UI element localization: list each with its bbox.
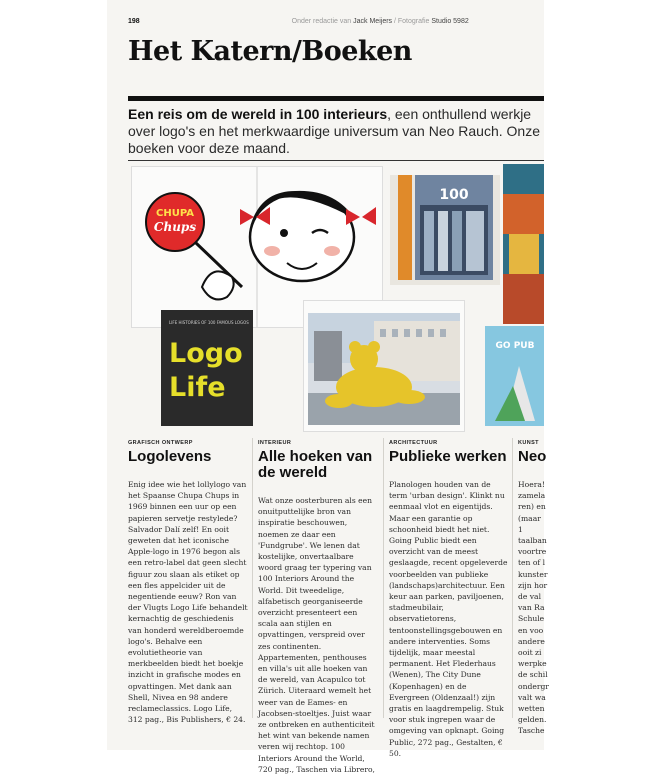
photographer: Studio 5982	[431, 18, 469, 25]
article-kicker: KUNST	[518, 440, 539, 446]
logo-life-title-line1: Logo	[169, 338, 243, 369]
going-public-cover-art	[485, 326, 544, 426]
article-body: Hoera! zamela ren) en (maar 1 taalban voortre ten of l kunster zijn hor de val van Ra Schule en voo andere ooit zi werpke de schil ondergr valt wa wetten gelden. Tasche	[518, 480, 549, 736]
article-alle-hoeken	[258, 440, 378, 775]
going-public-cover-title: GO PUB	[495, 341, 535, 351]
logo-life-subtitle: LIFE HISTORIES OF 100 FAMOUS LOGOS	[169, 320, 249, 325]
page-number: 198	[128, 18, 140, 25]
article-body: Planologen houden van de term 'urban design'. Klinkt nu eenmaal vlot en eigentijds. Maar een garantie op schoonheid biedt het niet. Going Public biedt een overzicht van de meest geslaagde, recent opgeleverde voorbeelden van publieke (landschaps)architectuur. Een keur aan parken, paviljoenen, stadmeubilair, observatietorens, tentoonstellingsgebouwen en andere interventies. Soms tijdelijk, maar meestal permanent. Het Flederhaus (Wenen), The City Dune (Kopenhagen) en de Evergreen (Oldenzaal!) zijn gratis en laagdrempelig. Stuk voor stuk ingrepen waar de omgeving van opknapt. Going Public, 272 pag., Gestalten, € 50.	[389, 480, 508, 758]
credit-separator: / Fotografie	[392, 18, 430, 25]
intro-bold: Een reis om de wereld in 100 interieurs	[128, 106, 388, 122]
column-divider-2	[383, 438, 384, 718]
section-title: Het Katern/Boeken	[128, 36, 412, 67]
article-kicker: ARCHITECTUUR	[389, 440, 438, 446]
intro-rule	[128, 160, 544, 161]
article-headline: Logolevens	[128, 448, 212, 465]
interiors-cover-number: 100	[439, 187, 469, 203]
article-logolevens	[128, 440, 248, 725]
article-kicker: GRAFISCH ONTWERP	[128, 440, 193, 446]
article-body: Wat onze oosterburen als een onuitputtelijke bron van inspiratie beschouwen, noemen ze daar een 'Fundgrube'. We lenen dat kostelijke, onvertaalbare woord graag ter typering van 100 Interiors Around the World. Dit tweedelige, alfabetisch georganiseerde overzicht presenteert een scala aan stijlen en opvattingen, verspreid over zes continenten. Appartementen, penthouses en villa's uit alle hoeken van de wereld, van Acapulco tot Zürich. Uiteraard wemelt het weer van de Eames- en Jacobsen-stoeltjes. Juist waar ze ontbreken en authenticiteit het wint van bekende namen veren wij rechtop. 100 Interiors Around the World, 720 pag., Taschen via Librero,	[258, 496, 375, 774]
interiors-book-cover	[390, 175, 500, 285]
going-public-spread	[303, 300, 465, 432]
chupa-logo-line1: CHUPA	[156, 208, 194, 219]
neo-rauch-painting	[503, 164, 544, 324]
article-headline: Publieke werken	[389, 448, 507, 465]
intro-rest: , een onthullend werkje over logo's en het merkwaardige universum van Neo Rauch. Onze boeken voor deze maand.	[128, 106, 540, 156]
yellow-bear-sculpture-photo	[304, 301, 464, 431]
article-kicker: INTERIEUR	[258, 440, 292, 446]
interiors-cover-art	[390, 175, 500, 285]
article-headline: Alle hoeken van de wereld	[258, 448, 373, 481]
going-public-book-cover	[485, 326, 544, 426]
title-rule	[128, 96, 544, 101]
editor-name: Jack Meijers	[353, 18, 393, 25]
credit-prefix: Onder redactie van	[291, 18, 352, 25]
neo-rauch-art	[503, 164, 544, 324]
intro-text	[128, 106, 558, 157]
article-neo	[518, 440, 549, 737]
article-publieke-werken	[389, 440, 509, 759]
column-divider-3	[512, 438, 513, 718]
logo-life-title-line2: Life	[169, 372, 226, 403]
column-divider-1	[252, 438, 253, 718]
running-header	[128, 18, 544, 25]
logo-life-cover-art	[161, 310, 253, 426]
article-headline: Neo	[518, 448, 547, 465]
logo-life-book-cover	[161, 310, 253, 426]
magazine-page	[107, 0, 549, 774]
article-body: Enig idee wie het lollylogo van het Spaanse Chupa Chups in 1969 binnen een uur op een papieren servetje restylede? Salvador Dalí zelf! En ooit geweten dat het iconische Apple-logo in 1976 begon als een retro-label dat geen slecht figuur zou slaan als etiket op een fles appelcider uit de negentiende eeuw? Ron van der Vlugts Logo Life behandelt kernachtig de geschiedenis van honderd wereldberoemde logo's. Behalve een evolutietheorie van merkbeelden biedt het boekje inzicht in grafische modes en opvattingen. Met dank aan Shell, Nivea en 98 andere reclameclassics. Logo Life, 312 pag., Bis Publishers, € 24.	[128, 480, 248, 725]
chupa-logo-line2: Chups	[153, 220, 197, 234]
